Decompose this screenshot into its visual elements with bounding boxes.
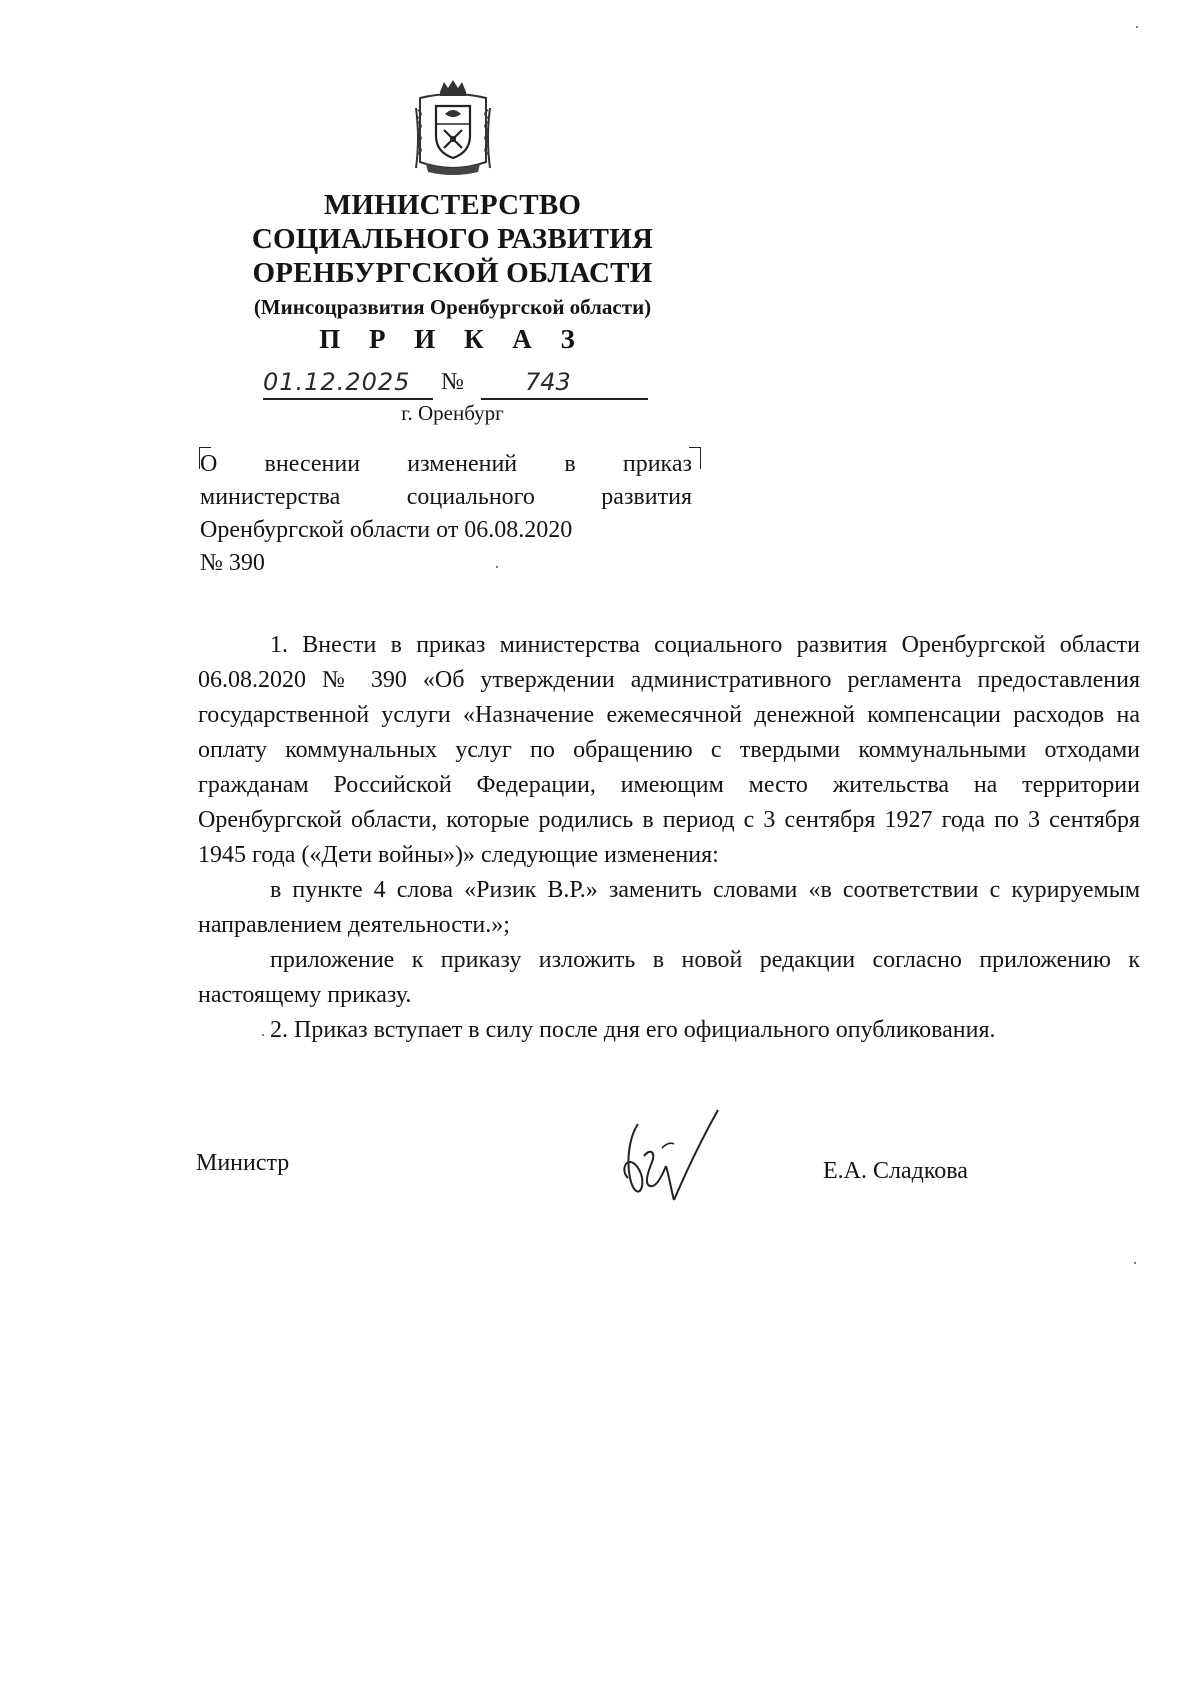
subject-line-1 — [200, 448, 692, 481]
subject-word: социального — [406, 484, 535, 510]
body-paragraph-4: 2. Приказ вступает в силу после дня его официального опубликования. — [270, 1017, 996, 1043]
subject-word: приказ — [622, 451, 692, 477]
subject-word: развития — [601, 484, 692, 510]
body-paragraph-1: 1. Внести в приказ министерства социального развития Оренбургской области 06.08.2020 № 390 «Об утверждении административного регламента предоставления государственной услуги «Назначение ежемесячной денежной компенсации расходов на оплату коммунальных услуг по обращению с твердыми коммунальными отходами гражданам Российской Федерации, имеющим место жительства на территории Оренбургской области, которые родились в период с 3 сентября 1927 года по 3 сентября 1945 года («Дети войны»)» следующие изменения: — [198, 632, 1140, 868]
subject-line-3: Оренбургской области от 06.08.2020 — [200, 517, 573, 543]
scan-speck — [1134, 1262, 1136, 1264]
signatory-role: Министр — [196, 1150, 290, 1176]
body-paragraph-2: в пункте 4 слова «Ризик В.Р.» заменить словами «в соответствии с курируемым направлением деятельности.»; — [198, 877, 1140, 938]
document-type-title: П Р И К А З — [319, 324, 586, 354]
document-subject — [200, 448, 700, 580]
subject-word: министерства — [200, 484, 341, 510]
org-name-line-2: СОЦИАЛЬНОГО РАЗВИТИЯ — [251, 223, 654, 255]
document-body — [198, 628, 1140, 1048]
document-date: 01.12.2025 — [263, 368, 411, 396]
subject-word: в — [564, 451, 576, 477]
scan-speck — [262, 1034, 264, 1036]
number-sign: № — [441, 369, 464, 395]
org-short-name: (Минсоцразвития Оренбургской области) — [253, 295, 652, 319]
coat-of-arms-icon — [412, 78, 494, 178]
organization-name — [180, 188, 725, 322]
subject-word: внесении — [264, 451, 361, 477]
document-number: 743 — [525, 368, 571, 396]
document-city: г. Оренбург — [401, 401, 504, 425]
scan-speck — [496, 566, 498, 568]
signatory-name: Е.А. Сладкова — [823, 1158, 968, 1184]
scan-speck — [1136, 26, 1138, 28]
handwritten-signature — [600, 1096, 725, 1204]
subject-line-2 — [200, 481, 692, 514]
body-paragraph-3: приложение к приказу изложить в новой редакции согласно приложению к настоящему приказу. — [198, 947, 1140, 1008]
subject-word: О — [200, 451, 218, 477]
org-name-line-3: ОРЕНБУРГСКОЙ ОБЛАСТИ — [252, 257, 653, 289]
org-name-line-1: МИНИСТЕРСТВО — [323, 189, 582, 221]
subject-word: изменений — [407, 451, 518, 477]
subject-line-4: № 390 — [200, 550, 265, 576]
